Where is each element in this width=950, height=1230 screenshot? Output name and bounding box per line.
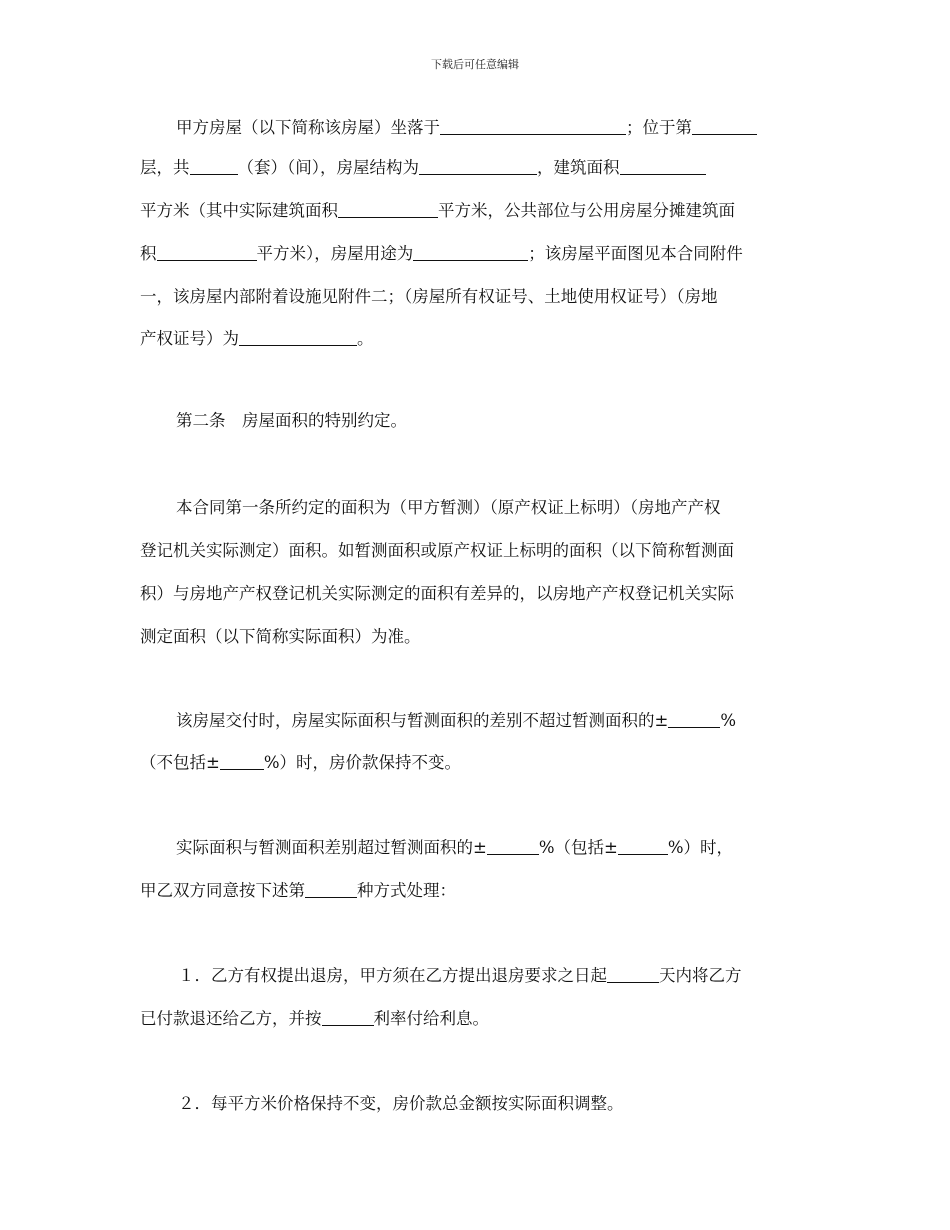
text-segment: 平方米（其中实际建筑面积 (140, 201, 338, 220)
blank-percent (220, 753, 264, 770)
text-segment: %）时，房价款保持不变。 (263, 753, 462, 772)
text-segment: 甲乙双方同意按下述第 (140, 881, 305, 900)
text-segment: 。 (357, 329, 374, 348)
text-segment: %（包括± (538, 838, 618, 857)
blank-floor (692, 118, 757, 135)
text-line (176, 837, 733, 859)
text-line: 一，该房屋内部附着设施见附件二；（房屋所有权证号、土地使用权证号）（房地 (140, 287, 718, 306)
text-segment: 平方米，公共部位与公用房屋分摊建筑面 (438, 201, 735, 220)
text-segment: 积 (140, 244, 157, 263)
text-line (140, 328, 374, 350)
text-segment: 层，共 (140, 158, 190, 177)
text-segment: 利率付给利息。 (373, 1009, 489, 1028)
text-segment: １．乙方有权提出退房，甲方须在乙方提出退房要求之日起 (178, 966, 607, 985)
text-line (140, 1008, 489, 1030)
text-segment: ；位于第 (626, 118, 692, 137)
text-segment: 实际面积与暂测面积差别超过暂测面积的± (176, 838, 487, 857)
blank-percent (668, 711, 720, 728)
text-line: 积）与房地产产权登记机关实际测定的面积有差异的，以房地产产权登记机关实际 (140, 584, 734, 603)
text-line (176, 117, 757, 139)
text-segment: %）时， (667, 838, 734, 857)
text-line (140, 880, 456, 902)
text-line (140, 243, 743, 265)
text-segment: ；该房屋平面图见本合同附件 (528, 244, 743, 263)
text-line (140, 157, 706, 179)
text-segment: 甲方房屋（以下简称该房屋）坐落于 (176, 118, 440, 137)
blank-building-area (620, 158, 706, 175)
blank-interest-rate (322, 1009, 374, 1026)
blank-shared-area (157, 244, 257, 261)
blank-option-no (305, 881, 357, 898)
text-segment: 已付款退还给乙方，并按 (140, 1009, 322, 1028)
blank-days (607, 966, 659, 983)
text-segment: （套）（间），房屋结构为 (237, 158, 419, 177)
blank-total-floors (190, 158, 238, 175)
text-segment: 产权证号）为 (140, 329, 239, 348)
list-item: ２．每平方米价格保持不变，房价款总金额按实际面积调整。 (178, 1094, 624, 1113)
text-segment: 种方式处理： (357, 881, 456, 900)
text-segment: 天内将乙方 (659, 966, 742, 985)
text-line (140, 200, 735, 222)
text-line (176, 710, 736, 732)
text-segment: （不包括± (140, 753, 220, 772)
blank-usage (413, 244, 528, 261)
blank-location (440, 118, 626, 135)
blank-certificate-no (239, 329, 357, 346)
blank-percent (618, 838, 668, 855)
text-line: 测定面积（以下简称实际面积）为准。 (140, 627, 421, 646)
text-line: 登记机关实际测定）面积。如暂测面积或原产权证上标明的面积（以下简称暂测面 (140, 541, 734, 560)
text-line (140, 752, 461, 774)
text-segment: 平方米），房屋用途为 (256, 244, 414, 263)
blank-structure (419, 158, 537, 175)
text-segment: 该房屋交付时，房屋实际面积与暂测面积的差别不超过暂测面积的± (176, 711, 669, 730)
text-segment: % (720, 711, 737, 730)
page-header: 下载后可任意编辑 (431, 58, 519, 71)
text-segment: ，建筑面积 (537, 158, 620, 177)
blank-actual-area (338, 201, 438, 218)
list-item (178, 965, 742, 987)
section-heading: 第二条 房屋面积的特别约定。 (176, 411, 407, 430)
blank-percent (487, 838, 539, 855)
text-line: 本合同第一条所约定的面积为（甲方暂测）（原产权证上标明）（房地产产权 (176, 498, 721, 517)
